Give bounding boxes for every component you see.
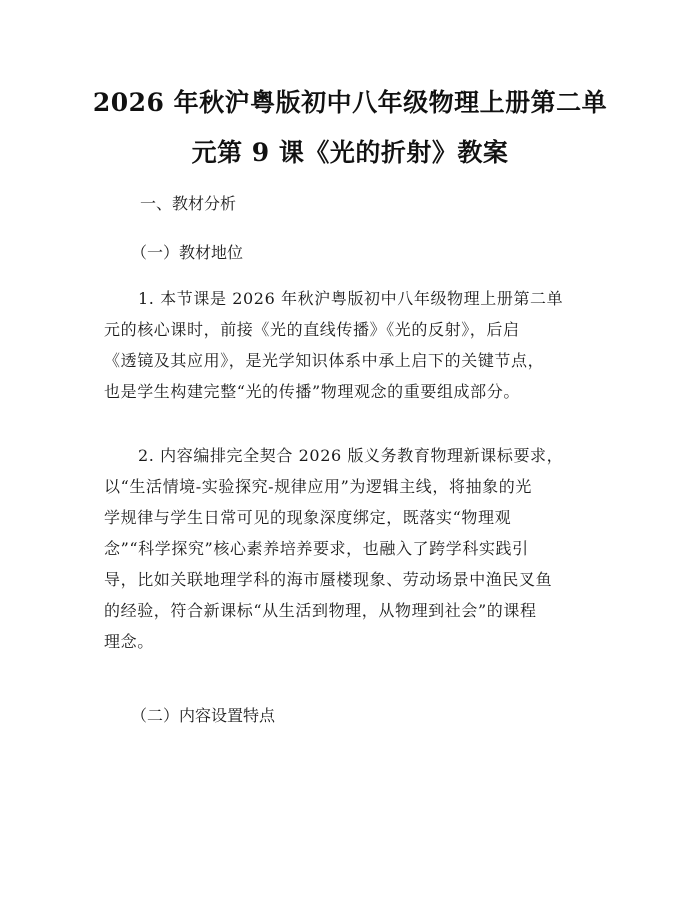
paragraph-1-line: 也是学生构建完整“光的传播”物理观念的重要组成部分。 — [104, 382, 520, 401]
subsection-heading-content-features: （二）内容设置特点 — [131, 706, 276, 725]
paragraph-2-line: 的经验，符合新课标“从生活到物理，从物理到社会”的课程 — [104, 601, 537, 620]
paragraph-1-line: 元的核心课时，前接《光的直线传播》《光的反射》，后启 — [104, 320, 520, 339]
document-title — [90, 80, 610, 176]
title-line-1: 2026 年秋沪粤版初中八年级物理上册第二单 — [92, 88, 608, 117]
paragraph-2 — [104, 440, 604, 657]
paragraph-2-line: 2. 内容编排完全契合 2026 版义务教育物理新课标要求， — [138, 446, 564, 465]
paragraph-2-line: 念”“科学探究”核心素养培养要求，也融入了跨学科实践引 — [104, 539, 529, 558]
title-line-2: 元第 9 课《光的折射》教案 — [191, 138, 509, 167]
paragraph-2-line: 理念。 — [104, 632, 154, 651]
paragraph-2-line: 以“生活情境-实验探究-规律应用”为逻辑主线，将抽象的光 — [104, 477, 532, 496]
paragraph-1 — [104, 283, 604, 407]
paragraph-2-line: 导，比如关联地理学科的海市蜃楼现象、劳动场景中渔民叉鱼 — [104, 570, 553, 589]
section-heading-textbook-analysis: 一、教材分析 — [140, 194, 237, 213]
subsection-heading-textbook-position: （一）教材地位 — [131, 243, 244, 262]
paragraph-1-line: 《透镜及其应用》，是光学知识体系中承上启下的关键节点， — [104, 351, 545, 370]
paragraph-1-line: 1. 本节课是 2026 年秋沪粤版初中八年级物理上册第二单 — [138, 289, 564, 308]
paragraph-2-line: 学规律与学生日常可见的现象深度绑定，既落实“物理观 — [104, 508, 512, 527]
